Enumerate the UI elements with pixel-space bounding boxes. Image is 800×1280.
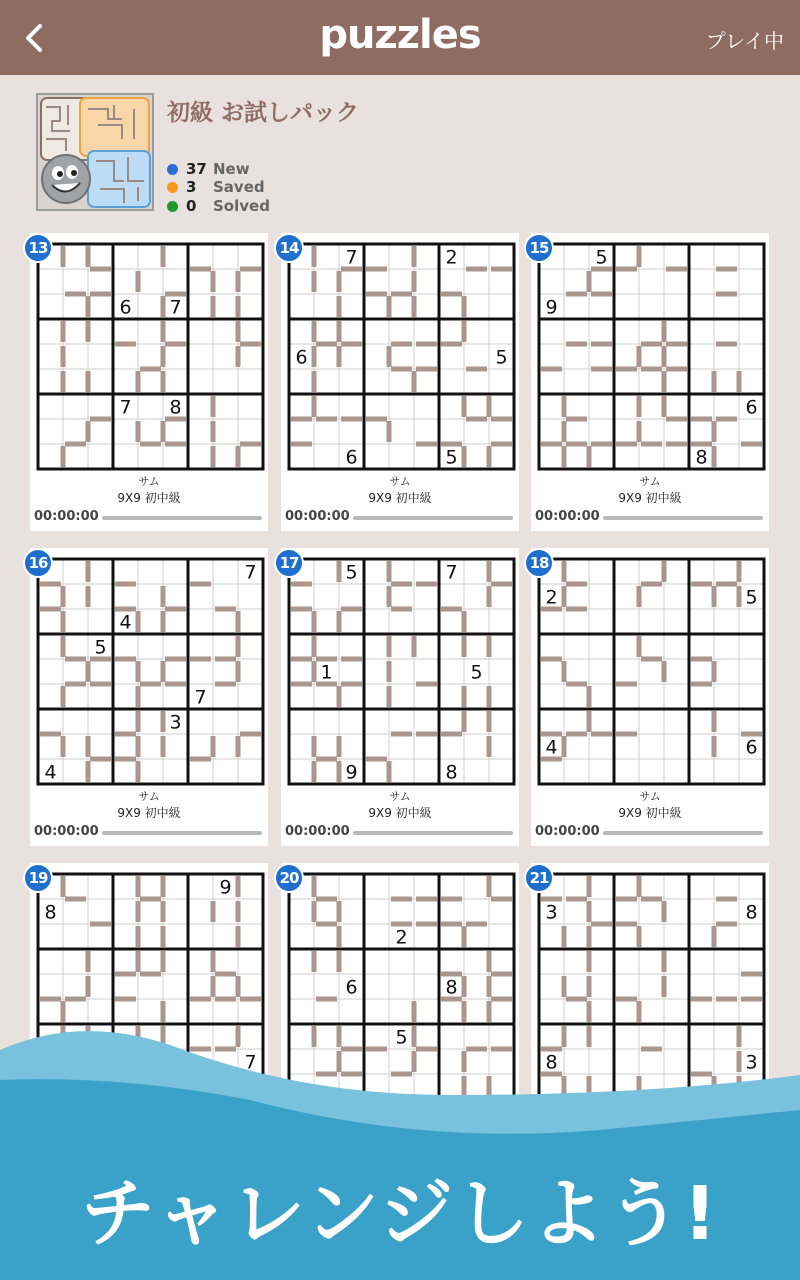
progress-bar	[603, 831, 763, 835]
given-digit: 6	[745, 736, 758, 759]
given-digit: 5	[495, 346, 508, 369]
puzzle-type: サム	[138, 790, 160, 803]
given-digit: 7	[345, 246, 358, 269]
puzzle-number-badge: 19	[23, 863, 53, 893]
puzzle-number-badge: 17	[274, 548, 304, 578]
now-playing-button[interactable]: プレイ中	[705, 29, 784, 53]
given-digit: 7	[194, 686, 207, 709]
progress-bar	[353, 831, 513, 835]
puzzle-card[interactable]	[30, 548, 268, 846]
app-header	[0, 0, 800, 75]
puzzle-level: 9X9 初中級	[117, 491, 181, 505]
progress-bar	[102, 831, 262, 835]
puzzle-timer: 00:00:00	[285, 824, 350, 839]
given-digit: 8	[445, 976, 458, 999]
puzzle-number-badge: 15	[524, 233, 554, 263]
stat-count: 3	[186, 178, 197, 196]
given-digit: 6	[295, 346, 308, 369]
status-dot-icon	[167, 182, 178, 193]
sudoku-grid	[536, 241, 767, 472]
puzzle-card[interactable]	[281, 548, 519, 846]
given-digit: 8	[545, 1051, 558, 1074]
given-digit: 4	[44, 761, 57, 784]
given-digit: 5	[745, 586, 758, 609]
pack-thumbnail	[36, 93, 154, 211]
given-digit: 3	[745, 1051, 758, 1074]
stat-label: Solved	[213, 197, 270, 215]
status-dot-icon	[167, 201, 178, 212]
puzzle-type: サム	[639, 790, 661, 803]
sudoku-grid	[35, 241, 266, 472]
puzzle-type: サム	[639, 475, 661, 488]
puzzle-timer: 00:00:00	[285, 509, 350, 524]
given-digit: 7	[169, 296, 182, 319]
stat-label: Saved	[213, 178, 265, 196]
given-digit: 7	[244, 1051, 257, 1074]
puzzle-type: サム	[138, 475, 160, 488]
stat-label: New	[213, 160, 250, 178]
progress-bar	[353, 516, 513, 520]
given-digit: 3	[545, 901, 558, 924]
given-digit: 9	[345, 761, 358, 784]
given-digit: 6	[119, 296, 132, 319]
given-digit: 8	[169, 396, 182, 419]
puzzle-level: 9X9 初中級	[368, 806, 432, 820]
given-digit: 2	[395, 926, 408, 949]
puzzle-card[interactable]	[531, 233, 769, 531]
given-digit: 7	[244, 561, 257, 584]
pack-thumbnail-image	[38, 95, 152, 209]
given-digit: 8	[44, 901, 57, 924]
app-logo: puzzles	[319, 12, 481, 58]
puzzle-level: 9X9 初中級	[618, 491, 682, 505]
given-digit: 8	[695, 446, 708, 469]
puzzle-number-badge: 13	[23, 233, 53, 263]
given-digit: 5	[445, 446, 458, 469]
given-digit: 7	[445, 561, 458, 584]
puzzle-card[interactable]	[30, 233, 268, 531]
given-digit: 3	[169, 711, 182, 734]
given-digit: 2	[445, 246, 458, 269]
progress-bar	[102, 516, 262, 520]
puzzle-number-badge: 16	[23, 548, 53, 578]
puzzle-number-badge: 18	[524, 548, 554, 578]
puzzle-level: 9X9 初中級	[117, 806, 181, 820]
puzzle-timer: 00:00:00	[34, 509, 99, 524]
sudoku-grid	[35, 556, 266, 787]
pack-title: 初級 お試しパック	[167, 100, 360, 126]
puzzle-type: サム	[389, 475, 411, 488]
given-digit: 7	[119, 396, 132, 419]
given-digit: 4	[545, 736, 558, 759]
puzzle-timer: 00:00:00	[535, 824, 600, 839]
challenge-banner: チャレンジしよう!	[81, 1171, 719, 1257]
given-digit: 6	[345, 976, 358, 999]
given-digit: 5	[345, 561, 358, 584]
puzzle-level: 9X9 初中級	[368, 491, 432, 505]
given-digit: 5	[94, 636, 107, 659]
puzzle-timer: 00:00:00	[34, 824, 99, 839]
puzzle-timer: 00:00:00	[535, 509, 600, 524]
stat-count: 37	[186, 160, 207, 178]
puzzle-card[interactable]	[281, 233, 519, 531]
given-digit: 9	[545, 296, 558, 319]
given-digit: 8	[745, 901, 758, 924]
puzzle-level: 9X9 初中級	[618, 806, 682, 820]
given-digit: 6	[745, 396, 758, 419]
puzzle-number-badge: 21	[524, 863, 554, 893]
sudoku-grid	[286, 241, 517, 472]
stat-count: 0	[186, 197, 197, 215]
given-digit: 8	[445, 761, 458, 784]
progress-bar	[603, 516, 763, 520]
puzzle-type: サム	[389, 790, 411, 803]
given-digit: 1	[320, 661, 333, 684]
given-digit: 5	[395, 1026, 408, 1049]
given-digit: 4	[119, 611, 132, 634]
given-digit: 5	[595, 246, 608, 269]
given-digit: 9	[219, 876, 232, 899]
puzzle-number-badge: 20	[274, 863, 304, 893]
puzzle-card[interactable]	[531, 548, 769, 846]
sudoku-grid	[536, 556, 767, 787]
sudoku-grid	[286, 556, 517, 787]
given-digit: 6	[345, 446, 358, 469]
puzzle-number-badge: 14	[274, 233, 304, 263]
status-dot-icon	[167, 164, 178, 175]
given-digit: 2	[545, 586, 558, 609]
given-digit: 5	[470, 661, 483, 684]
